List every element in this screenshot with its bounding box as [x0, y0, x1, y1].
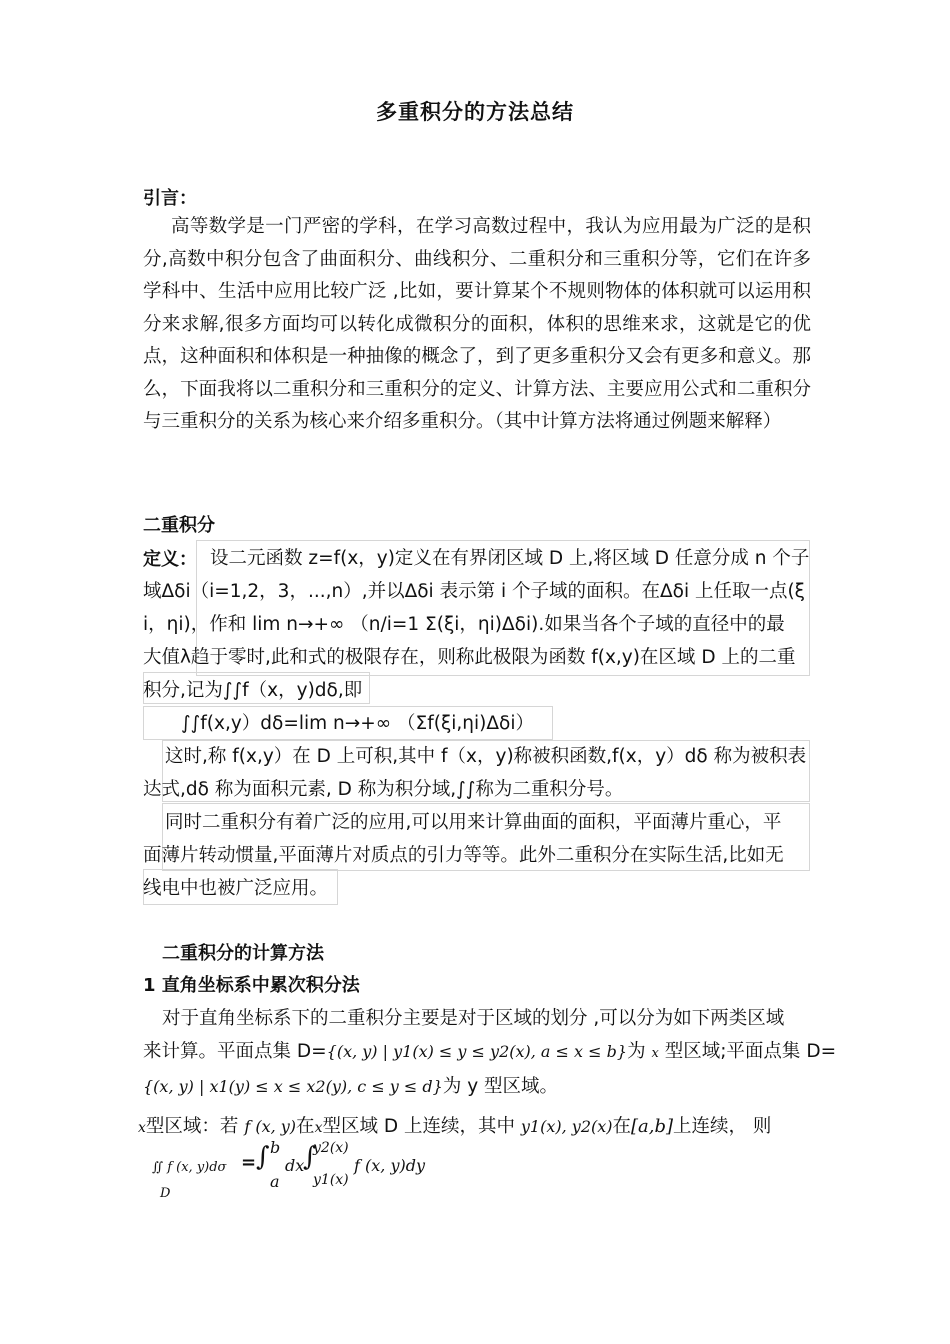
- method-line-4: [138, 1112, 771, 1138]
- formula-lhs: ∬ f (x, y)dσ: [152, 1160, 227, 1175]
- formula-domain: D: [160, 1186, 171, 1201]
- x-symbol-2: x: [138, 1120, 146, 1136]
- method-line-2-text-a: 来计算。平面点集 D=: [143, 1041, 327, 1062]
- method-line-4-text-c: 在: [296, 1116, 315, 1137]
- upper-limit-y2: y2(x): [313, 1140, 349, 1156]
- method-line-4-text-d: 型区域 D 上连续，其中: [322, 1116, 515, 1137]
- bound-functions: y1(x), y2(x): [520, 1117, 613, 1136]
- x-symbol: x: [651, 1046, 659, 1061]
- intro-heading: 引言：: [143, 188, 197, 209]
- definition-line-1: 设二元函数 z=f(x，y)定义在有界闭区域 D 上,将区域 D 任意分成 n 个子: [210, 548, 810, 569]
- interval-ab: [a,b]: [631, 1116, 674, 1137]
- method-line-2: [143, 1037, 836, 1063]
- definition-formula: ∫∫f(x,y）dδ=lim n→+∞ （Σf(ξi,ηi)Δδi）: [181, 713, 534, 734]
- method-line-4-text-e: 在: [612, 1116, 632, 1137]
- upper-limit-b: b: [270, 1138, 281, 1157]
- application-line-1: 同时二重积分有着广泛的应用,可以用来计算曲面的面积，平面薄片重心，平: [165, 812, 782, 833]
- method-line-2-text-b: 为: [627, 1041, 646, 1062]
- x-region-set: {(x, y) | y1(x) ≤ y ≤ y2(x), a ≤ x ≤ b}: [326, 1042, 628, 1061]
- integral-sign-inner: ∫: [303, 1142, 317, 1172]
- method-heading: 二重积分的计算方法: [162, 943, 324, 964]
- formula-integrand: f (x, y)dy: [354, 1156, 426, 1175]
- method-line-3: [143, 1072, 558, 1098]
- method-line-4-text-b: 型区域：若: [145, 1116, 239, 1137]
- y-region-set: {(x, y) | x1(y) ≤ x ≤ x2(y), c ≤ y ≤ d}: [143, 1077, 443, 1096]
- application-line-3: 线电中也被广泛应用。: [143, 878, 329, 899]
- method-line-3-text: 为 y 型区域。: [442, 1076, 559, 1097]
- formula-dx: dx: [285, 1156, 305, 1175]
- method-subheading: 1 直角坐标系中累次积分法: [143, 975, 360, 996]
- definition-line-7: 达式,dδ 称为面积元素, D 称为积分域,∫∫称为二重积分号。: [143, 779, 624, 800]
- definition-label: 定义：: [143, 549, 197, 570]
- definition-line-2: 域Δδi（i=1,2，3，...,n）,并以Δδi 表示第 i 个子域的面积。在Δδi 上任取一点(ξ: [143, 581, 806, 602]
- method-line-2-text-c: 型区域;平面点集 D=: [664, 1041, 837, 1062]
- definition-line-3: i，ηi)，作和 lim n→+∞ （n/i=1 Σ(ξi，ηi)Δδi).如果当各个子域的直径中的最: [143, 614, 785, 635]
- method-line-4-text-g: 上连续， 则: [673, 1116, 772, 1137]
- definition-line-6: 这时,称 f(x,y）在 D 上可积,其中 f（x，y)称被积函数,f(x，y）dδ 称为被积表: [165, 746, 807, 767]
- definition-line-4: 大值λ趋于零时,此和式的极限存在，则称此极限为函数 f(x,y)在区域 D 上的二重: [143, 647, 796, 668]
- double-integral-heading: 二重积分: [143, 515, 215, 536]
- integral-sign-outer: ∫: [256, 1142, 270, 1172]
- method-line-1: 对于直角坐标系下的二重积分主要是对于区域的划分 ,可以分为如下两类区域: [162, 1008, 785, 1029]
- application-line-2: 面薄片转动惯量,平面薄片对质点的引力等等。此外二重积分在实际生活,比如无: [143, 845, 784, 866]
- document-title: 多重积分的方法总结: [376, 100, 574, 124]
- definition-line-5: 积分,记为∫∫f（x，y)dδ,即: [143, 680, 363, 701]
- formula-equals: =: [241, 1152, 257, 1173]
- intro-paragraph: 高等数学是一门严密的学科，在学习高数过程中，我认为应用最为广泛的是积分,高数中积分包含了曲面积分、曲线积分、二重积分和三重积分等，它们在许多学科中、生活中应用比较广泛 ,比如，要计算某个不规则物体的体积就可以运用积分来求解,很多方面均可以转化成微积分的面积，体积的思维来求，这就是它的优点，这种面积和体积是一种抽像的概念了，到了更多重积分又会有更多和意义。那么，下面我将以二重积分和三重积分的定义、计算方法、主要应用公式和二重积分与三重积分的关系为核心来介绍多重积分。（其中计算方法将通过例题来解释）: [143, 216, 811, 432]
- iterated-integral-formula: [148, 1138, 568, 1212]
- lower-limit-y1: y1(x): [313, 1172, 349, 1188]
- lower-limit-a: a: [270, 1172, 280, 1191]
- function-f: f (x, y): [244, 1117, 297, 1136]
- x-symbol-3: x: [314, 1120, 323, 1136]
